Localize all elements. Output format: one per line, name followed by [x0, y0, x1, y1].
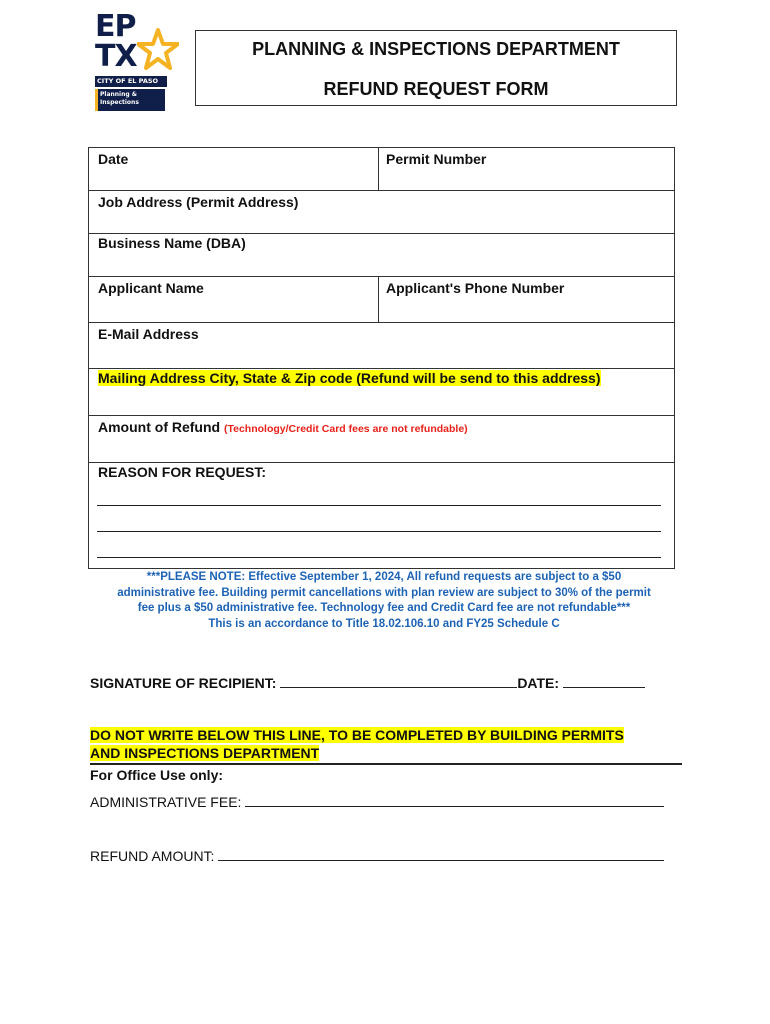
logo-dept-line2: Inspections [100, 99, 139, 106]
permit-number-label: Permit Number [386, 151, 487, 167]
signature-date-label: DATE: [517, 675, 560, 691]
signature-row [90, 673, 645, 691]
notice-line-1: ***PLEASE NOTE: Effective September 1, 2024, All refund requests are subject to a $50 [146, 571, 622, 583]
office-warning-line2: AND INSPECTIONS DEPARTMENT [90, 745, 320, 761]
mailing-address-label: Mailing Address City, State & Zip code (Refund will be send to this address) [98, 370, 601, 386]
refund-amount-line[interactable] [218, 846, 664, 861]
office-warning [90, 726, 624, 762]
reason-label: REASON FOR REQUEST: [98, 464, 267, 480]
date-label: Date [98, 151, 129, 167]
notice-line-2: administrative fee. Building permit cancellations with plan review are subject to 30% of the permit [117, 586, 651, 599]
reason-line-2[interactable] [97, 531, 661, 532]
business-name-label: Business Name (DBA) [98, 235, 246, 251]
department-title: PLANNING & INSPECTIONS DEPARTMENT [252, 39, 620, 59]
row-mailing-address [89, 369, 674, 416]
amount-of-refund-field [98, 419, 468, 435]
logo-ep: EP [95, 9, 136, 44]
signature-date-line[interactable] [563, 673, 645, 688]
refund-form-table [88, 147, 675, 569]
row-amount [89, 416, 674, 463]
signature-label: SIGNATURE OF RECIPIENT: [90, 675, 277, 691]
row-business-name [89, 234, 674, 277]
row-applicant [89, 277, 674, 323]
amount-label: Amount of Refund [98, 419, 221, 435]
office-use-title: For Office Use only: [90, 767, 224, 783]
form-title: REFUND REQUEST FORM [323, 79, 549, 99]
admin-fee-label: ADMINISTRATIVE FEE: [90, 794, 242, 810]
applicant-phone-label: Applicant's Phone Number [386, 280, 565, 296]
refund-notice [84, 570, 684, 632]
job-address-label: Job Address (Permit Address) [98, 194, 299, 210]
logo-dept-line1: Planning & [100, 91, 137, 98]
applicant-name-label: Applicant Name [98, 280, 204, 296]
row-email [89, 323, 674, 369]
refund-amount-row [90, 846, 664, 864]
signature-line[interactable] [280, 673, 517, 688]
reason-line-1[interactable] [97, 505, 661, 506]
admin-fee-row [90, 792, 664, 810]
refund-amount-label: REFUND AMOUNT: [90, 848, 215, 864]
notice-line-4: This is an accordance to Title 18.02.106.10 and FY25 Schedule C [208, 617, 560, 630]
email-label: E-Mail Address [98, 326, 199, 342]
star-icon [137, 28, 179, 72]
office-warning-line1: DO NOT WRITE BELOW THIS LINE, TO BE COMPLETED BY BUILDING PERMITS [90, 727, 624, 743]
amount-fee-note: (Technology/Credit Card fees are not refundable) [223, 423, 468, 435]
row-date-permit [89, 148, 674, 191]
logo-dept-bar [95, 89, 165, 111]
logo-city-bar: CITY OF EL PASO [95, 76, 167, 87]
row-reason [89, 463, 674, 570]
reason-line-3[interactable] [97, 557, 661, 558]
city-logo [95, 9, 181, 114]
header-box [195, 30, 677, 106]
row-job-address [89, 191, 674, 234]
logo-tx: TX [95, 39, 137, 74]
admin-fee-line[interactable] [245, 792, 664, 807]
notice-line-3: fee plus a $50 administrative fee. Technology fee and Credit Card fee are not refundable*** [137, 602, 631, 614]
office-divider [90, 763, 682, 765]
